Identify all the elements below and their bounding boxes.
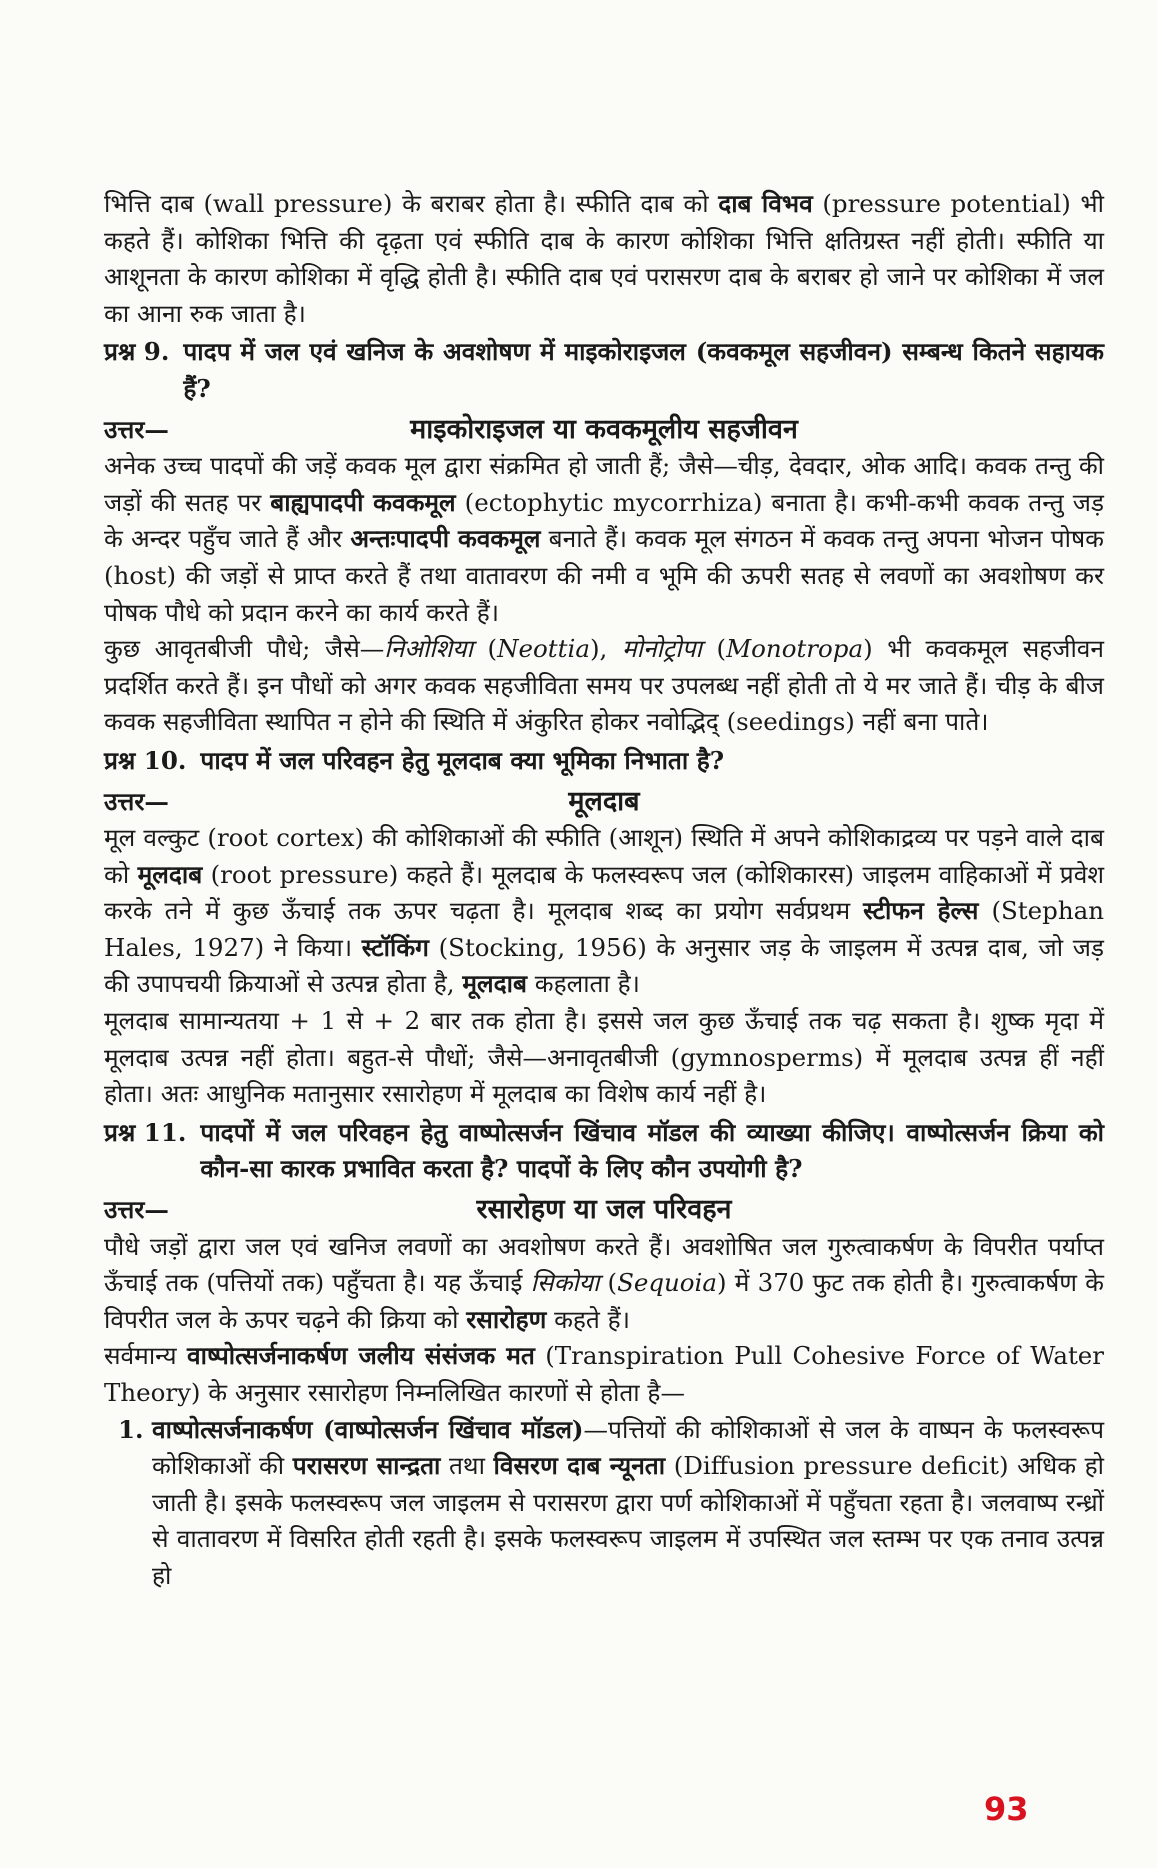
answer-10-paragraph-2 [104,1003,1104,1113]
text-run: मूल वल्कुट (root cortex) की कोशिकाओं की स्फीति (आशून) स्थिति में अपने कोशिकाद्रव्य पर पड़ने वाले दाब को [104,823,1104,889]
text-run: ) भी कवकमूल सहजीवन प्रदर्शित करते हैं। इन पौधों को अगर कवक सहजीविता समय पर उपलब्ध नहीं होती तो ये मर जाते हैं। चीड़ के बीज कवक सहजीविता स्थापित न होने की स्थिति में अंकुरित होकर नवोद्भिद् (seedings) नहीं बना पाते। [104,634,1105,737]
text-run: (Transpiration Pull Cohesive Force of Water Theory) के अनुसार रसारोहण निम्नलिखित कारणों से होता है— [104,1341,1104,1407]
bold-term: स्टीफन हेल्स [863,896,979,926]
page-number: 93 [984,1790,1029,1828]
bold-term: बाह्यपादपी कवकमूल [270,487,456,517]
answer-label: उत्तर— [104,1195,169,1225]
list-item-text [152,1412,1104,1595]
italic-term: Sequoia [617,1268,718,1298]
answer-9-paragraph-2 [104,631,1104,741]
answer-heading-9 [104,412,1104,449]
text-run: सर्वमान्य [104,1341,187,1371]
text-run: पौधे जड़ों द्वारा जल एवं खनिज लवणों का अवशोषण करते हैं। अवशोषित जल गुरुत्वाकर्षण के विपरीत पर्याप्त ऊँचाई तक (पत्तियों तक) पहुँचता है। यह ऊँचाई [104,1231,1104,1298]
bold-term: मूलदाब [137,859,203,889]
answer-9-paragraph-1 [104,448,1104,631]
list-item [104,1412,1104,1595]
text-run: ( [701,634,727,664]
list-number: 1. [118,1414,144,1444]
text-run: तथा [440,1451,494,1481]
bold-term: दाब विभव [718,189,813,218]
answer-label: उत्तर— [104,786,169,816]
bold-term: परासरण सान्द्रता [292,1451,441,1481]
bold-term: वाष्पोत्सर्जनाकर्षण जलीय संसंजक मत [186,1341,535,1371]
italic-term: मोनोट्रोपा [621,634,702,664]
text-run: ) में 370 फुट तक होती है। गुरुत्वाकर्षण के विपरीत जल के ऊपर चढ़ने की क्रिया को [104,1268,1104,1334]
answer-11-paragraph-2 [104,1338,1104,1411]
italic-term: Monotropa [726,634,864,664]
text-run: बनाते हैं। कवक मूल संगठन में कवक तन्तु अपना भोजन पोषक (host) की जड़ों से प्राप्त करते हैं तथा वातावरण की नमी व भूमि की ऊपरी सतह से लवणों का अवशोषण कर पोषक पौधे को प्रदान करने का कार्य करते हैं। [104,524,1104,627]
question-number: प्रश्न 9. [104,337,170,367]
question-number: प्रश्न 10. [104,745,187,775]
italic-term: सिकोया [530,1268,600,1298]
page-content [104,186,1104,1595]
text-run: मूलदाब सामान्यतया + 1 से + 2 बार तक होता है। इससे जल कुछ ऊँचाई तक चढ़ सकता है। शुष्क मृदा में मूलदाब उत्पन्न नहीं होता। बहुत-से पौधों; जैसे—अनावृतबीजी (gymnosperms) में मूलदाब उत्पन्न हीं नहीं होता। अतः आधुनिक मतानुसार रसारोहण में मूलदाब का विशेष कार्य नहीं है। [104,1006,1104,1109]
italic-term: निओशिया [384,634,473,664]
bold-term: मूलदाब [462,969,527,999]
text-run: ), [589,634,622,664]
text-run: (Stocking, 1956) के अनुसार जड़ के जाइलम में उत्पन्न दाब, जो जड़ की उपापचयी क्रियाओं से उत्पन्न होता है, [104,932,1105,999]
bold-term: रसारोहण [466,1304,547,1334]
answer-10-paragraph-1 [104,820,1104,1003]
text-run: ( [599,1268,618,1298]
bold-term: स्टॉकिंग [361,932,429,962]
answer-heading-10 [104,784,1104,821]
text-run: भित्ति दाब (wall pressure) के बराबर होता है। स्फीति दाब को [104,189,719,218]
question-text: पादपों में जल परिवहन हेतु वाष्पोत्सर्जन खिंचाव मॉडल की व्याख्या कीजिए। वाष्पोत्सर्जन क्रिया को कौन-सा कारक प्रभावित करता है? पादपों के लिए कौन उपयोगी है? [200,1117,1104,1184]
answer-11-paragraph-1 [104,1229,1104,1339]
answer-label: उत्तर— [104,414,169,444]
italic-term: Neottia [497,634,590,664]
text-run: कुछ आवृतबीजी पौधे; जैसे— [104,634,385,664]
text-run: कहते हैं। [546,1304,630,1334]
answer-heading-11 [104,1192,1104,1229]
answer-title: मूलदाब [568,785,640,817]
answer-title: रसारोहण या जल परिवहन [476,1194,732,1226]
bold-term: वाष्पोत्सर्जनाकर्षण (वाष्पोत्सर्जन खिंचाव मॉडल) [152,1414,584,1444]
intro-paragraph [104,186,1104,332]
question-text: पादप में जल परिवहन हेतु मूलदाब क्या भूमिका निभाता है? [200,745,725,775]
bold-term: विसरण दाब न्यूनता [493,1451,666,1481]
bold-term: अन्तःपादपी कवकमूल [350,524,541,554]
text-run: (pressure potential) भी कहते हैं। कोशिका भित्ति की दृढ़ता एवं स्फीति दाब के कारण कोशिका भित्ति क्षतिग्रस्त नहीं होती। स्फीति या आशूनता के कारण कोशिका में वृद्धि होती है। स्फीति दाब एवं परासरण दाब के बराबर हो जाने पर कोशिका में जल का आना रुक जाता है। [104,189,1104,328]
text-run: कहलाता है। [526,969,640,999]
question-number: प्रश्न 11. [104,1117,187,1147]
question-9 [104,334,1104,407]
text-run: —पत्तियों की कोशिकाओं से जल के वाष्पन के फलस्वरूप कोशिकाओं की [152,1414,1104,1481]
text-run: (Diffusion pressure deficit) अधिक हो जाती है। इसके फलस्वरूप जल जाइलम से परासरण द्वारा पर्ण कोशिकाओं में पहुँचता रहता है। जलवाष्प रन्ध्रों से वातावरण में विसरित होती रहती है। इसके फलस्वरूप जाइलम में उपस्थित जल स्तम्भ पर एक तनाव उत्पन्न हो [152,1451,1104,1590]
question-text: पादप में जल एवं खनिज के अवशोषण में माइकोराइजल (कवकमूल सहजीवन) सम्बन्ध कितने सहायक हैं? [183,337,1104,403]
question-10 [104,743,1104,780]
text-run: अनेक उच्च पादपों की जड़ें कवक मूल द्वारा संक्रमित हो जाती हैं; जैसे—चीड़, देवदार, ओक आदि। कवक तन्तु की जड़ों की सतह पर [104,451,1104,517]
question-11 [104,1115,1104,1188]
text-run: (ectophytic mycorrhiza) बनाता है। कभी-कभी कवक तन्तु जड़ के अन्दर पहुँच जाते हैं और [104,487,1104,554]
text-run: (root pressure) कहते हैं। मूलदाब के फलस्वरूप जल (कोशिकारस) जाइलम वाहिकाओं में प्रवेश करके तने में कुछ ऊँचाई तक ऊपर चढ़ता है। मूलदाब शब्द का प्रयोग सर्वप्रथम [104,859,1105,926]
text-run: ( [472,634,498,664]
text-run: (Stephan Hales, 1927) ने किया। [104,896,1104,962]
answer-title: माइकोराइजल या कवकमूलीय सहजीवन [410,413,798,445]
